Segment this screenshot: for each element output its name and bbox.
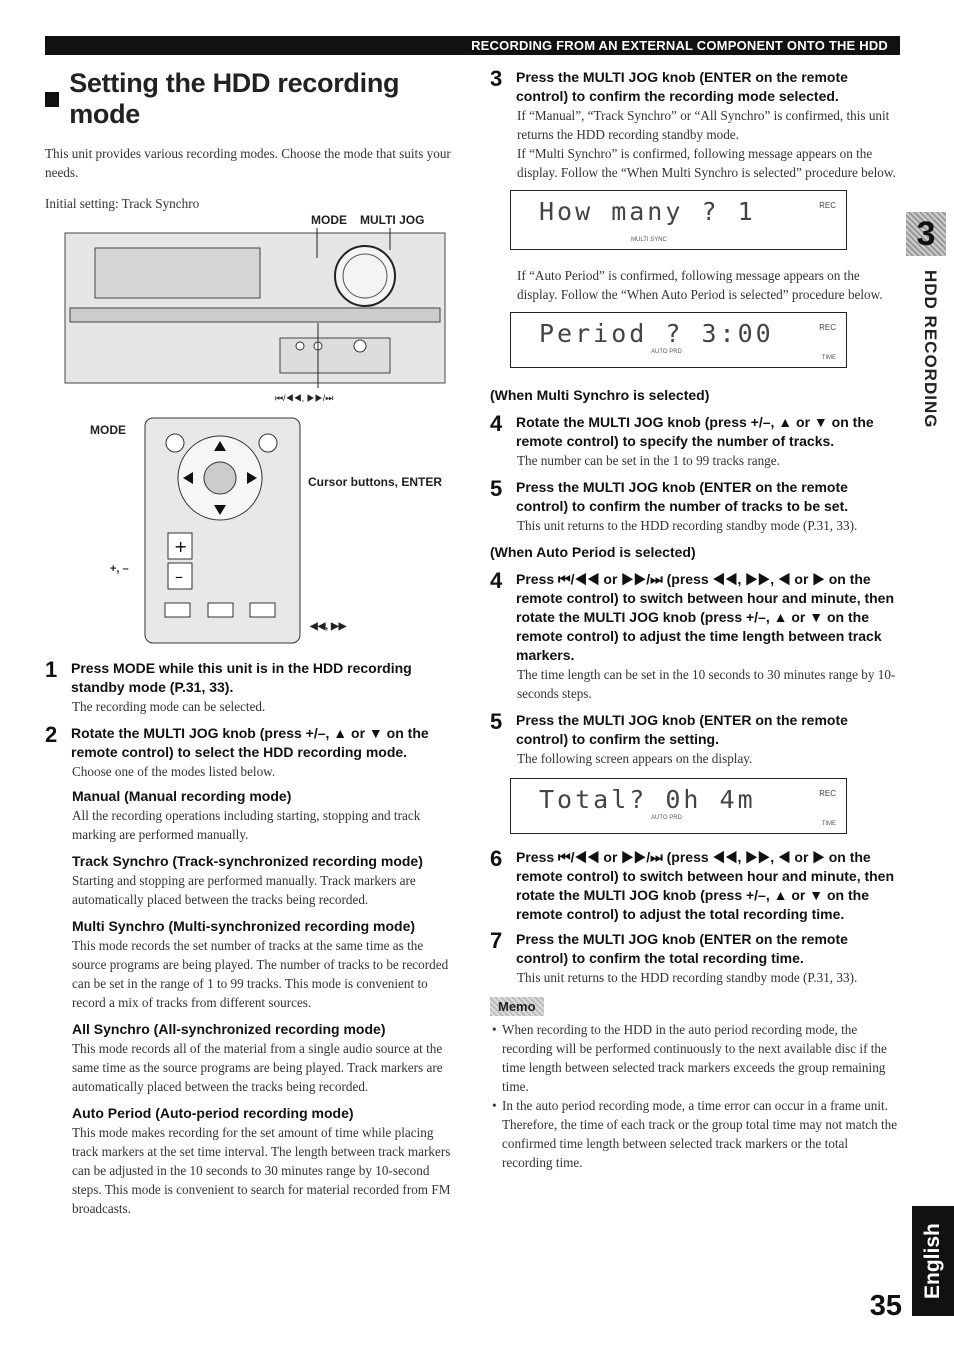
- step-number: 5: [490, 476, 503, 501]
- lcd-text: How many ? 1: [539, 197, 756, 226]
- mode-head: Track Synchro (Track-synchronized recording mode): [72, 853, 423, 869]
- mode-head: Manual (Manual recording mode): [72, 788, 292, 804]
- multi-jog-label: MULTI JOG: [360, 213, 425, 227]
- front-panel-illustration: [60, 228, 460, 393]
- step-title: Rotate the MULTI JOG knob (press +/–, ▲ or ▼ on the remote control) to select the HDD recording mode.: [71, 725, 429, 760]
- lcd-time: TIME: [821, 821, 836, 827]
- mode-body: Starting and stopping are performed manually. Track markers are automatically placed between the tracks being recorded.: [72, 873, 416, 907]
- lcd-rec: REC: [819, 789, 836, 798]
- mode-body: This mode records the set number of tracks at the same time as the source programs are being played. The number of tracks to be recorded can be set in the range of 1 to 99 tracks. This mode is convenient to record a mix of tracks from different sources.: [72, 938, 449, 1010]
- auto-step-4: [490, 570, 900, 703]
- memo-list: [490, 1020, 900, 1172]
- step-number: 7: [490, 928, 503, 953]
- step-body: This unit returns to the HDD recording standby mode (P.31, 33).: [517, 970, 858, 985]
- lcd-sub: AUTO PRD: [651, 815, 682, 821]
- lcd-rec: REC: [819, 323, 836, 332]
- mode-item: [72, 787, 455, 844]
- right-column: [490, 68, 900, 1172]
- mode-label: MODE: [311, 213, 347, 227]
- svg-text:–: –: [175, 567, 183, 586]
- left-column: [45, 68, 455, 1218]
- lcd-display-total: [510, 778, 847, 834]
- lcd-sub: AUTO PRD: [651, 349, 682, 355]
- step-body: The recording mode can be selected.: [72, 699, 266, 714]
- step-title: Press the MULTI JOG knob (ENTER on the remote control) to confirm the recording mode selected.: [516, 69, 848, 104]
- multi-synchro-heading: (When Multi Synchro is selected): [490, 387, 710, 403]
- lcd-display-multi: [510, 190, 847, 250]
- step-body: If “Manual”, “Track Synchro” or “All Synchro” is confirmed, this unit returns the HDD recording standby mode.: [517, 108, 890, 142]
- skip-buttons-label: ⏮/◀◀, ▶▶/⏭: [275, 393, 334, 403]
- step-title: Rotate the MULTI JOG knob (press +/–, ▲ or ▼ on the remote control) to specify the number of tracks.: [516, 414, 874, 449]
- chapter-side-label: HDD RECORDING: [921, 270, 940, 429]
- language-tab: English: [912, 1206, 954, 1316]
- chapter-number-tab: 3: [906, 212, 946, 256]
- step-body: Choose one of the modes listed below.: [72, 764, 276, 779]
- mode-list: [45, 787, 455, 1218]
- memo-label: Memo: [490, 997, 544, 1016]
- square-bullet-icon: [45, 92, 59, 107]
- mode-head: All Synchro (All-synchronized recording mode): [72, 1021, 386, 1037]
- memo-item: • When recording to the HDD in the auto period recording mode, the recording will be performed continuously to the next available disc if the time length between selected track markers exceeds the group remaining time.: [502, 1020, 900, 1096]
- mode-item: [72, 917, 455, 1012]
- mode-item: [72, 1104, 455, 1218]
- device-figure: [45, 213, 455, 653]
- lcd-time: TIME: [821, 355, 836, 361]
- auto-step-5: [490, 711, 900, 768]
- step-title: Press the MULTI JOG knob (ENTER on the remote control) to confirm the setting.: [516, 712, 848, 747]
- step-body: If “Multi Synchro” is confirmed, following message appears on the display. Follow the “When Multi Synchro is selected” procedure below.: [517, 146, 896, 180]
- step-number: 3: [490, 66, 503, 91]
- plus-minus-label: +, –: [110, 563, 129, 575]
- multi-step-4: [490, 413, 900, 470]
- section-header-bar: RECORDING FROM AN EXTERNAL COMPONENT ONTO THE HDD: [45, 36, 900, 55]
- step-number: 5: [490, 709, 503, 734]
- step-number: 4: [490, 568, 503, 593]
- step-body: The time length can be set in the 10 seconds to 30 minutes range by 10-seconds steps.: [517, 667, 896, 701]
- memo-item: • In the auto period recording mode, a time error can occur in a frame unit. Therefore, the time of each track or the group total time may not match the confirmed time length between selected track markers or the total recording time.: [502, 1096, 900, 1172]
- lcd-sub: MULTI SYNC: [631, 237, 667, 243]
- auto-step-6: [490, 848, 900, 924]
- mode-item: [72, 1020, 455, 1096]
- auto-step-7: [490, 930, 900, 987]
- cursor-buttons-label: Cursor buttons, ENTER: [308, 475, 442, 489]
- step-title: Press the MULTI JOG knob (ENTER on the remote control) to confirm the total recording time.: [516, 931, 848, 966]
- mode-head: Multi Synchro (Multi-synchronized recording mode): [72, 918, 416, 934]
- mode-head: Auto Period (Auto-period recording mode): [72, 1105, 354, 1121]
- step-title: Press ⏮/◀◀ or ▶▶/⏭ (press ◀◀, ▶▶, ◀ or ▶ on the remote control) to switch between hour and minute, then rotate the MULTI JOG knob (press +/–, ▲ or ▼ on the remote control) to adjust the time length between track markers.: [516, 571, 895, 663]
- step-title: Press ⏮/◀◀ or ▶▶/⏭ (press ◀◀, ▶▶, ◀ or ▶ on the remote control) to switch between hour and minute, then rotate the MULTI JOG knob (press +/–, ▲ or ▼ on the remote control) to adjust the total recording time.: [516, 849, 895, 922]
- step-number: 6: [490, 846, 503, 871]
- mode-body: This mode records all of the material from a single audio source at the same time as the source programs are being played. Track markers are automatically placed between the tracks being recorded.: [72, 1041, 443, 1094]
- step-title: Press the MULTI JOG knob (ENTER on the remote control) to confirm the number of tracks to be set.: [516, 479, 849, 514]
- lcd-text: Total? 0h 4m: [539, 785, 756, 814]
- mode-body: This mode makes recording for the set amount of time while placing track markers at the set time interval. The length between track markers can be adjusted in the 10 seconds to 30 minutes range by 10-second steps. This mode is convenient to search for material recorded from FM broadcasts.: [72, 1125, 451, 1216]
- step-body: This unit returns to the HDD recording standby mode (P.31, 33).: [517, 518, 858, 533]
- step-number: 4: [490, 411, 503, 436]
- step-body: The number can be set in the 1 to 99 tracks range.: [517, 453, 780, 468]
- page-number: 35: [869, 1290, 902, 1322]
- remote-mode-label: MODE: [90, 423, 126, 437]
- step-1: [45, 659, 455, 716]
- step-2: [45, 724, 455, 781]
- lcd-rec: REC: [819, 201, 836, 210]
- remote-illustration: [140, 413, 340, 653]
- svg-text:+: +: [174, 537, 188, 556]
- lcd-text: Period ? 3:00: [539, 319, 774, 348]
- ff-rew-label: ◀◀, ▶▶: [310, 621, 347, 632]
- step-body: If “Auto Period” is confirmed, following message appears on the display. Follow the “When Auto Period is selected” procedure below.: [517, 268, 883, 302]
- initial-setting: Initial setting: Track Synchro: [45, 196, 200, 211]
- mode-item: [72, 852, 455, 909]
- multi-step-5: [490, 478, 900, 535]
- step-body: The following screen appears on the display.: [517, 751, 753, 766]
- mode-body: All the recording operations including starting, stopping and track marking are performed manually.: [72, 808, 421, 842]
- intro-text: This unit provides various recording modes. Choose the mode that suits your needs.: [45, 146, 451, 180]
- step-3: [490, 68, 900, 182]
- memo-box: [490, 997, 900, 1172]
- lcd-display-period: [510, 312, 847, 368]
- step-number: 2: [45, 722, 58, 747]
- step-number: 1: [45, 657, 58, 682]
- page-title: Setting the HDD recording mode: [45, 68, 455, 130]
- auto-period-heading: (When Auto Period is selected): [490, 544, 696, 560]
- step-title: Press MODE while this unit is in the HDD recording standby mode (P.31, 33).: [71, 660, 412, 695]
